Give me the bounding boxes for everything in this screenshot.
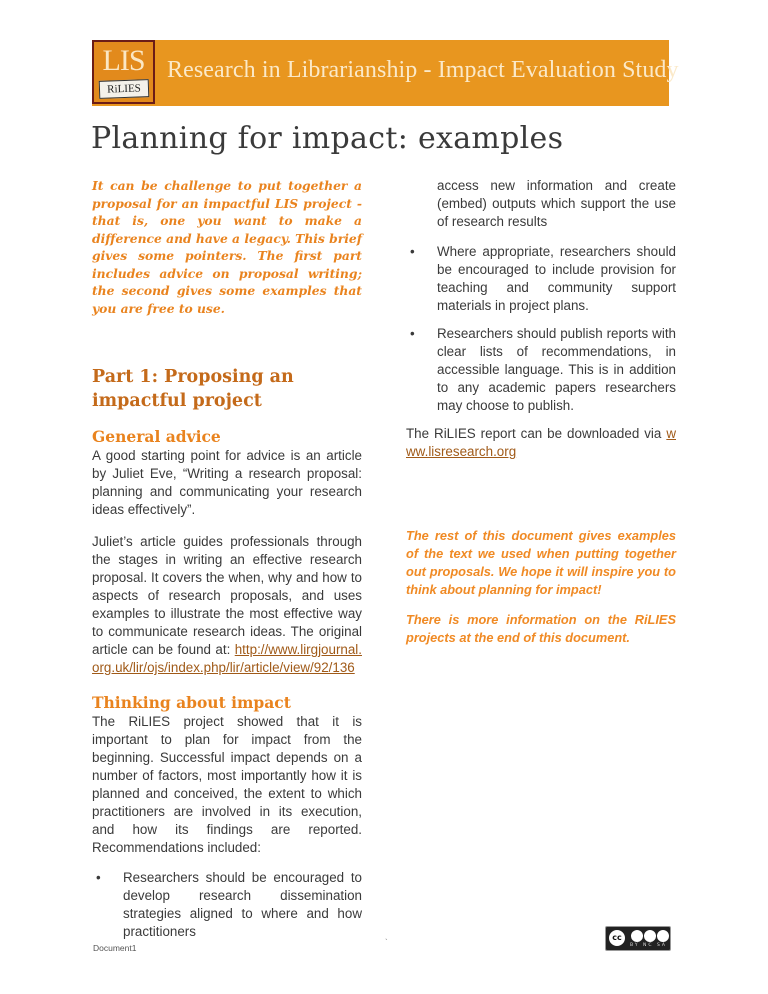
- lisresearch-link[interactable]: www.lisresearch.org: [406, 426, 676, 459]
- list-item-text: Researchers should be encouraged to develop research dissemination strategies aligned to where and how practitioners: [123, 870, 362, 939]
- general-advice-heading: General advice: [92, 427, 221, 446]
- footer-document-name: Document1: [93, 943, 137, 953]
- thinking-impact-heading: Thinking about impact: [92, 693, 291, 712]
- by-attribution-icon: [630, 929, 644, 943]
- list-item-text: Where appropriate, researchers should be encouraged to include provision for teaching and community support materials in project plans.: [437, 244, 676, 313]
- general-advice-para2-text: Juliet’s article guides professionals through the stages in writing an effective research proposal. It covers the when, why and how to aspects of research proposals, and uses examples to illustrate the most effective way to communicate research ideas. The original article can be found at:: [92, 534, 362, 657]
- intro-paragraph: It can be challenge to put together a proposal for an impactful LIS project - that is, one you want to make a difference and have a legacy. This brief gives some pointers. The first part includes advice on proposal writing; the second gives some examples that you are free to use.: [92, 178, 362, 316]
- report-paragraph: [406, 425, 676, 461]
- report-text: The RiLIES report can be downloaded via: [406, 426, 667, 441]
- recommendations-list-cont: [406, 243, 676, 415]
- list-item-continuation: access new information and create (embed) outputs which support the use of research results: [437, 178, 676, 229]
- banner-title: Research in Librarianship - Impact Evaluation Study: [167, 57, 679, 83]
- logo-rilies-stamp: RiLIES: [99, 79, 150, 99]
- bullet-icon: •: [96, 870, 101, 885]
- list-item: [406, 243, 676, 315]
- bullet-icon: •: [410, 244, 415, 259]
- cc-logo-icon: cc: [608, 929, 626, 947]
- list-item-text: Researchers should publish reports with clear lists of recommendations, in accessible language. This is in addition to any academic papers researchers may choose to publish.: [437, 326, 676, 413]
- list-item: [406, 325, 676, 415]
- cc-license-labels: BY NC SA: [630, 943, 667, 948]
- thinking-impact-para: The RiLIES project showed that it is important to plan for impact from the beginning. Successful impact depends on a number of factors, most importantly how it is planned and conceived, the extent to which practitioners are involved in its execution, and how its findings are reported. Recommendations included:: [92, 714, 362, 855]
- right-column: [406, 177, 676, 659]
- lis-logo: [92, 40, 155, 104]
- nc-noncommercial-icon: [643, 929, 657, 943]
- list-item: [92, 869, 362, 941]
- left-column: [92, 177, 362, 951]
- general-advice-para1: A good starting point for advice is an article by Juliet Eve, “Writing a research proposal: planning and communicating your research ideas effectively”.: [92, 448, 362, 517]
- page-title: Planning for impact: examples: [91, 121, 564, 156]
- footer-center-mark: `: [385, 938, 388, 947]
- callout-paragraph-2: There is more information on the RiLIES projects at the end of this document.: [406, 612, 676, 645]
- callout-paragraph-1: The rest of this document gives examples of the text we used when putting together out proposals. We hope it will inspire you to think about planning for impact!: [406, 528, 676, 597]
- general-advice-para2: [92, 533, 362, 677]
- part1-heading: Part 1: Proposing an impactful project: [92, 367, 294, 411]
- logo-lis-text: LIS: [102, 44, 145, 77]
- article-link[interactable]: http://www.lirgjournal.org.uk/lir/ojs/index.php/lir/article/view/92/136: [92, 642, 362, 675]
- sa-sharealike-icon: [656, 929, 670, 943]
- cc-by-nc-sa-icon: [605, 926, 671, 951]
- recommendations-list: [92, 869, 362, 941]
- header-banner: [92, 40, 679, 106]
- bullet-icon: •: [410, 326, 415, 341]
- spacer: [406, 475, 676, 527]
